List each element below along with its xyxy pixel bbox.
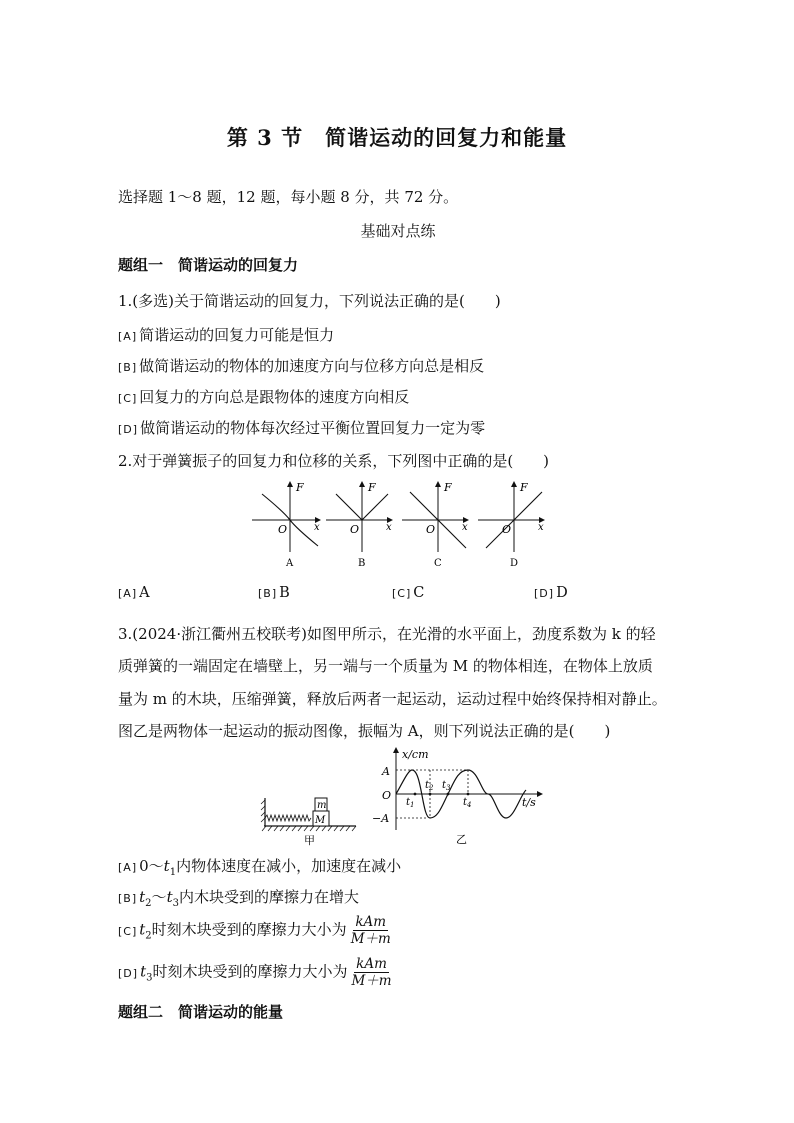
graph-label-c: C bbox=[434, 558, 442, 569]
page-title: 第 3 节 简谐运动的回复力和能量 bbox=[226, 125, 568, 150]
option-text: D bbox=[556, 585, 568, 601]
option-letter: [B] bbox=[258, 587, 278, 600]
axis-label-x: x bbox=[462, 522, 468, 533]
q3-option-a[interactable]: [A] $0\sim t_1$内物体速度在减小，加速度在减小 bbox=[118, 857, 402, 878]
q1-option-d[interactable] bbox=[118, 417, 485, 438]
y-axis-label: x/cm bbox=[402, 748, 429, 761]
y-neg-label: −A bbox=[372, 812, 390, 825]
axis-label-f: F bbox=[444, 481, 452, 494]
q2-option-c[interactable] bbox=[392, 585, 424, 601]
x-axis-label: t/s bbox=[522, 796, 536, 809]
block-small-m-label: m bbox=[317, 800, 327, 811]
graph-label-b: B bbox=[358, 558, 366, 569]
q2-option-b[interactable] bbox=[258, 585, 290, 601]
t1-label: $t_1$ bbox=[406, 797, 415, 809]
axis-label-x: x bbox=[538, 522, 544, 533]
q3-option-b[interactable]: [B] $t_2\sim t_3$内木块受到的摩擦力在增大 bbox=[118, 888, 359, 909]
option-text: C bbox=[413, 585, 425, 601]
t2-label: $t_2$ bbox=[425, 780, 434, 792]
option-text: A bbox=[139, 585, 150, 601]
axis-label-f: F bbox=[368, 481, 376, 494]
option-letter: [A] bbox=[118, 587, 138, 600]
axis-label-x: x bbox=[314, 522, 320, 533]
option-text: 时刻木块受到的摩擦力大小为 bbox=[151, 920, 347, 939]
figure-yi-caption: 乙 bbox=[456, 833, 467, 846]
graph-d bbox=[478, 481, 544, 569]
option-letter: [A] bbox=[118, 861, 138, 874]
axis-label-f: F bbox=[520, 481, 528, 494]
option-text: 简谐运动的回复力可能是恒力 bbox=[139, 326, 335, 344]
axis-label-x: x bbox=[386, 522, 392, 533]
q3-option-c[interactable]: [C] $t_2$时刻木块受到的摩擦力大小为 $\frac{\text{kAm}}{M+m}$ bbox=[118, 914, 391, 947]
graph-c bbox=[402, 481, 468, 569]
option-letter: [A] bbox=[118, 330, 138, 343]
q2-graphs bbox=[240, 476, 560, 576]
q3-line4: 图乙是两物体一起运动的振动图像，振幅为 A，则下列说法正确的是( ) bbox=[118, 722, 611, 740]
block-big-m-label: M bbox=[315, 815, 326, 826]
origin-label: O bbox=[382, 789, 392, 802]
figure-jia bbox=[258, 792, 362, 850]
option-letter: [C] bbox=[118, 924, 138, 938]
group2-heading: 题组二 简谐运动的能量 bbox=[118, 1003, 284, 1021]
q3-line2: 质弹簧的一端固定在墙壁上，另一端与一个质量为 M 的物体相连，在物体上放质 bbox=[118, 657, 653, 675]
q3-option-d[interactable]: [D] $t_3$时刻木块受到的摩擦力大小为 $\frac{\text{kAm}}{M+m}$ bbox=[118, 956, 392, 989]
graph-label-a: A bbox=[286, 558, 294, 569]
option-text: 内物体速度在减小，加速度在减小 bbox=[176, 857, 402, 875]
t3-label: $t_3$ bbox=[442, 780, 451, 792]
option-letter: [C] bbox=[392, 587, 412, 600]
intro-text: 选择题 1～8 题，12 题，每小题 8 分，共 72 分。 bbox=[118, 188, 459, 206]
option-text: B bbox=[279, 585, 290, 601]
section-heading: 基础对点练 bbox=[360, 222, 436, 240]
option-letter: [C] bbox=[118, 392, 138, 405]
option-letter: [B] bbox=[118, 892, 138, 905]
option-text: 时刻木块受到的摩擦力大小为 bbox=[152, 962, 348, 981]
graph-a bbox=[252, 481, 320, 569]
option-text: 内木块受到的摩擦力在增大 bbox=[178, 888, 359, 906]
origin-label: O bbox=[350, 523, 360, 536]
option-letter: [B] bbox=[118, 361, 138, 374]
option-text: 回复力的方向总是跟物体的速度方向相反 bbox=[139, 388, 410, 406]
q2-option-a[interactable] bbox=[118, 585, 150, 601]
q2-option-d[interactable] bbox=[534, 585, 568, 601]
option-letter: [D] bbox=[118, 966, 139, 980]
q1-option-b[interactable] bbox=[118, 355, 484, 376]
q2-stem: 2.对于弹簧振子的回复力和位移的关系，下列图中正确的是( ) bbox=[118, 452, 550, 470]
q1-stem: 1.(多选)关于简谐运动的回复力，下列说法正确的是( ) bbox=[118, 292, 501, 310]
q3-line1: 3.(2024·浙江衢州五校联考)如图甲所示，在光滑的水平面上，劲度系数为 k 的轻 bbox=[118, 625, 656, 643]
t4-label: $t_4$ bbox=[463, 797, 472, 809]
origin-label: O bbox=[502, 523, 512, 536]
graph-b bbox=[326, 481, 392, 569]
q3-line3: 量为 m 的木块，压缩弹簧，释放后两者一起运动，运动过程中始终保持相对静止。 bbox=[118, 690, 667, 708]
group1-heading: 题组一 简谐运动的回复力 bbox=[118, 256, 299, 274]
figure-jia-caption: 甲 bbox=[304, 834, 315, 847]
origin-label: O bbox=[426, 523, 436, 536]
q1-option-a[interactable] bbox=[118, 324, 334, 345]
option-text: 做简谐运动的物体的加速度方向与位移方向总是相反 bbox=[139, 357, 485, 375]
axis-label-f: F bbox=[296, 481, 304, 494]
figure-yi bbox=[370, 746, 550, 848]
spring bbox=[265, 815, 311, 821]
fraction: $\frac{\text{kAm}}{M+m}$ bbox=[351, 956, 392, 989]
graph-label-d: D bbox=[510, 558, 519, 569]
option-letter: [D] bbox=[534, 587, 555, 600]
y-pos-label: A bbox=[382, 765, 390, 778]
option-text: 做简谐运动的物体每次经过平衡位置回复力一定为零 bbox=[140, 419, 486, 437]
fraction: $\frac{\text{kAm}}{M+m}$ bbox=[350, 914, 391, 947]
q1-option-c[interactable] bbox=[118, 386, 409, 407]
origin-label: O bbox=[278, 523, 288, 536]
option-letter: [D] bbox=[118, 423, 139, 436]
